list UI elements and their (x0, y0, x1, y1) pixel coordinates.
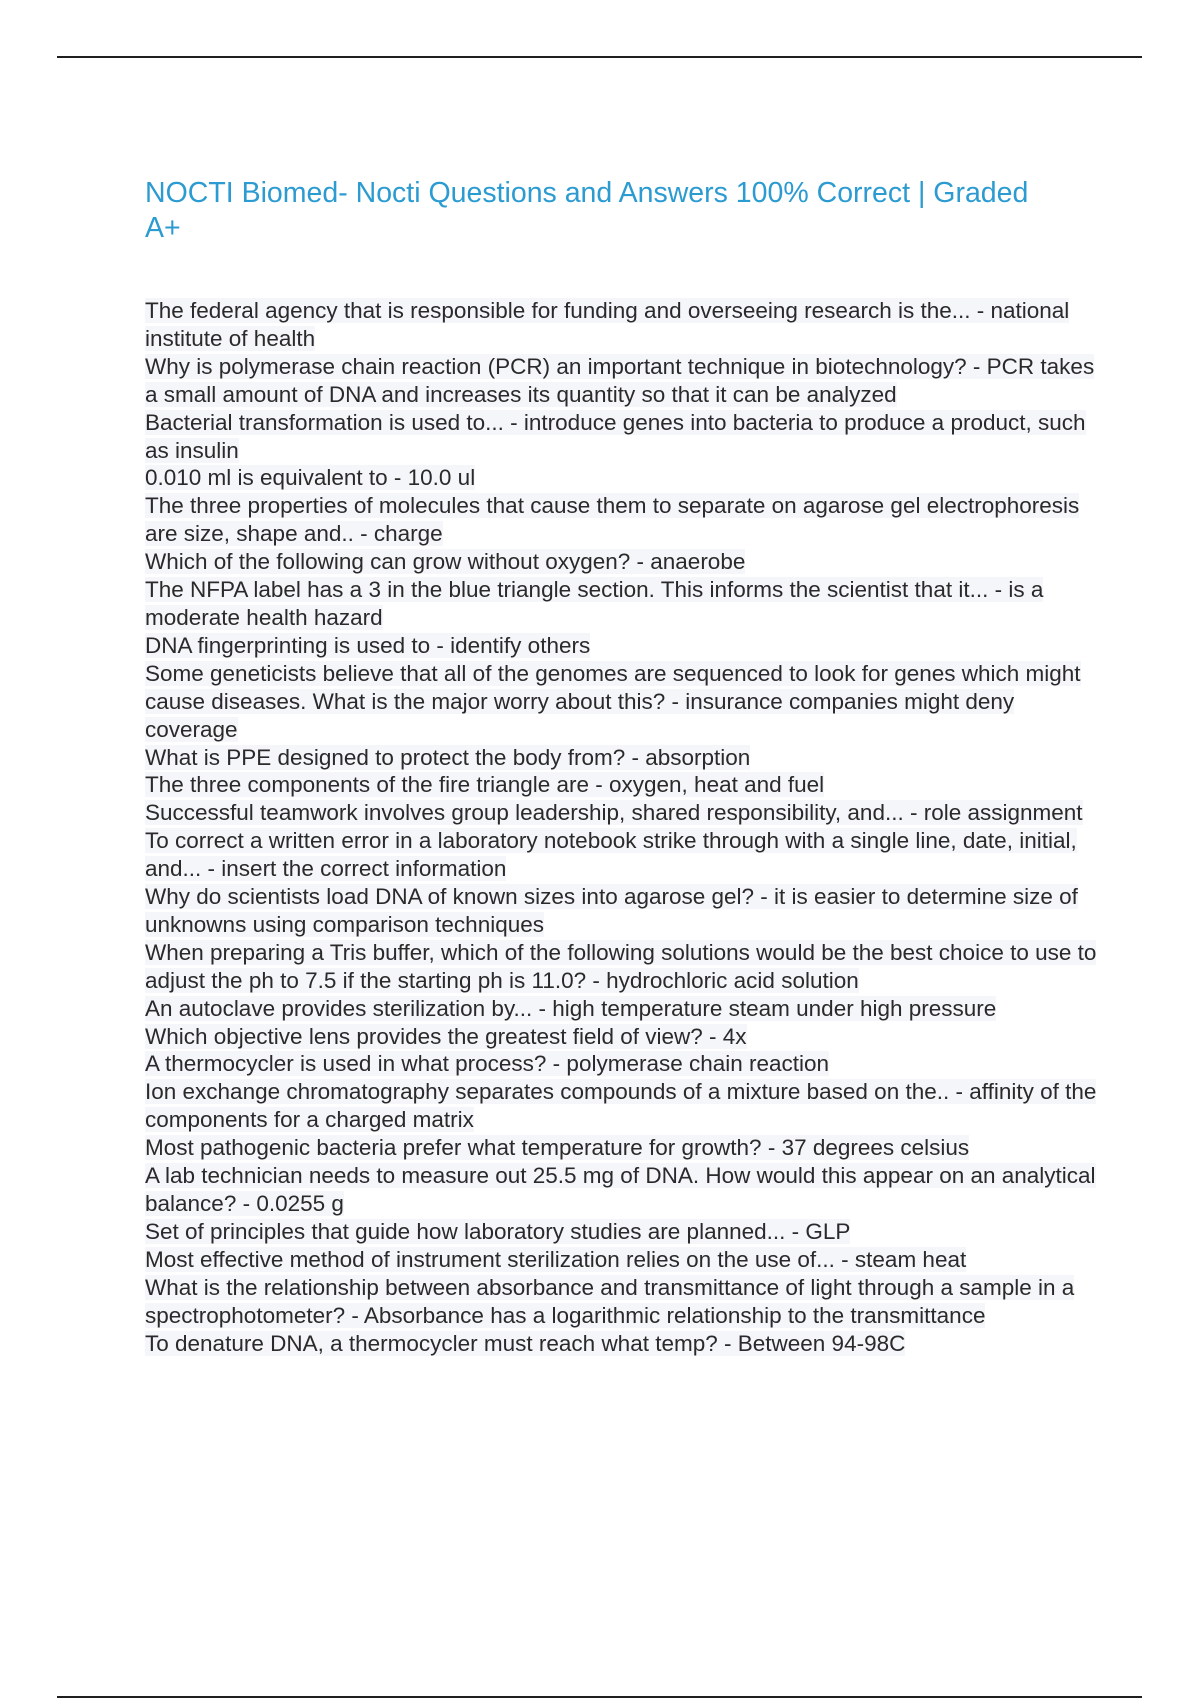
qa-item (145, 1134, 1105, 1162)
qa-text: A lab technician needs to measure out 25.5 mg of DNA. How would this appear on an analytical balance? - 0.0255 g (145, 1163, 1096, 1216)
qa-item (145, 1078, 1105, 1134)
qa-item (145, 771, 1105, 799)
qa-item (145, 1050, 1105, 1078)
qa-item (145, 1218, 1105, 1246)
qa-text: Successful teamwork involves group leadership, shared responsibility, and... - role assignment (145, 800, 1083, 826)
qa-text: DNA fingerprinting is used to - identify others (145, 632, 591, 658)
qa-item (145, 576, 1105, 632)
top-rule (57, 56, 1142, 58)
qa-item (145, 1246, 1105, 1274)
qa-text: Ion exchange chromatography separates compounds of a mixture based on the.. - affinity of the components for a charged matrix (145, 1079, 1097, 1133)
bottom-rule (57, 1696, 1142, 1698)
qa-item (145, 827, 1105, 883)
qa-item (145, 883, 1105, 939)
qa-text: An autoclave provides sterilization by... - high temperature steam under high pressure (145, 995, 997, 1021)
qa-text: 0.010 ml is equivalent to - 10.0 ul (145, 465, 476, 491)
qa-item (145, 660, 1105, 744)
qa-text: Why is polymerase chain reaction (PCR) an important technique in biotechnology? - PCR takes a small amount of DNA and increases its quantity so that it can be analyzed (145, 353, 1095, 407)
qa-text: The three components of the fire triangle are - oxygen, heat and fuel (145, 772, 825, 798)
qa-item (145, 1274, 1105, 1330)
qa-item (145, 744, 1105, 772)
qa-item (145, 1330, 1105, 1358)
qa-text: Most effective method of instrument sterilization relies on the use of... - steam heat (145, 1246, 967, 1272)
qa-item (145, 995, 1105, 1023)
qa-item (145, 353, 1105, 409)
qa-item (145, 409, 1105, 465)
qa-item (145, 632, 1105, 660)
qa-text: Some geneticists believe that all of the genomes are sequenced to look for genes which might cause diseases. What is the major worry about this? - insurance companies might deny coverage (145, 660, 1081, 742)
qa-item (145, 548, 1105, 576)
qa-text: Bacterial transformation is used to... - introduce genes into bacteria to produce a product, such as insulin (145, 409, 1086, 463)
qa-item (145, 799, 1105, 827)
qa-text: To correct a written error in a laboratory notebook strike through with a single line, date, initial, and... - insert the correct information (145, 828, 1077, 882)
qa-text: The three properties of molecules that cause them to separate on agarose gel electrophoresis are size, shape and.. - charge (145, 493, 1080, 547)
qa-text: Which objective lens provides the greatest field of view? - 4x (145, 1023, 747, 1049)
qa-list (145, 297, 1105, 1357)
qa-item (145, 492, 1105, 548)
qa-text: What is PPE designed to protect the body from? - absorption (145, 744, 751, 770)
qa-text: Which of the following can grow without oxygen? - anaerobe (145, 549, 746, 575)
qa-item (145, 939, 1105, 995)
qa-text: The federal agency that is responsible for funding and overseeing research is the... - national institute of health (145, 298, 1070, 351)
document-title: NOCTI Biomed- Nocti Questions and Answers 100% Correct | Graded A+ (145, 177, 1029, 244)
qa-text: Why do scientists load DNA of known sizes into agarose gel? - it is easier to determine size of unknowns using comparison techniques (145, 884, 1078, 937)
qa-item (145, 1023, 1105, 1051)
qa-item (145, 464, 1105, 492)
qa-text: To denature DNA, a thermocycler must reach what temp? - Between 94-98C (145, 1330, 906, 1356)
qa-text: Most pathogenic bacteria prefer what temperature for growth? - 37 degrees celsius (145, 1135, 970, 1161)
qa-text: What is the relationship between absorbance and transmittance of light through a sample in a spectrophotometer? - Absorbance has a logarithmic relationship to the transmittance (145, 1274, 1075, 1328)
qa-text: A thermocycler is used in what process? - polymerase chain reaction (145, 1051, 830, 1077)
qa-text: When preparing a Tris buffer, which of the following solutions would be the best choice to use to adjust the ph to 7.5 if the starting ph is 11.0? - hydrochloric acid solution (145, 939, 1097, 993)
qa-item (145, 297, 1105, 353)
qa-text: Set of principles that guide how laboratory studies are planned... - GLP (145, 1218, 851, 1244)
qa-text: The NFPA label has a 3 in the blue triangle section. This informs the scientist that it... - is a moderate health hazard (145, 577, 1044, 630)
qa-item (145, 1162, 1105, 1218)
